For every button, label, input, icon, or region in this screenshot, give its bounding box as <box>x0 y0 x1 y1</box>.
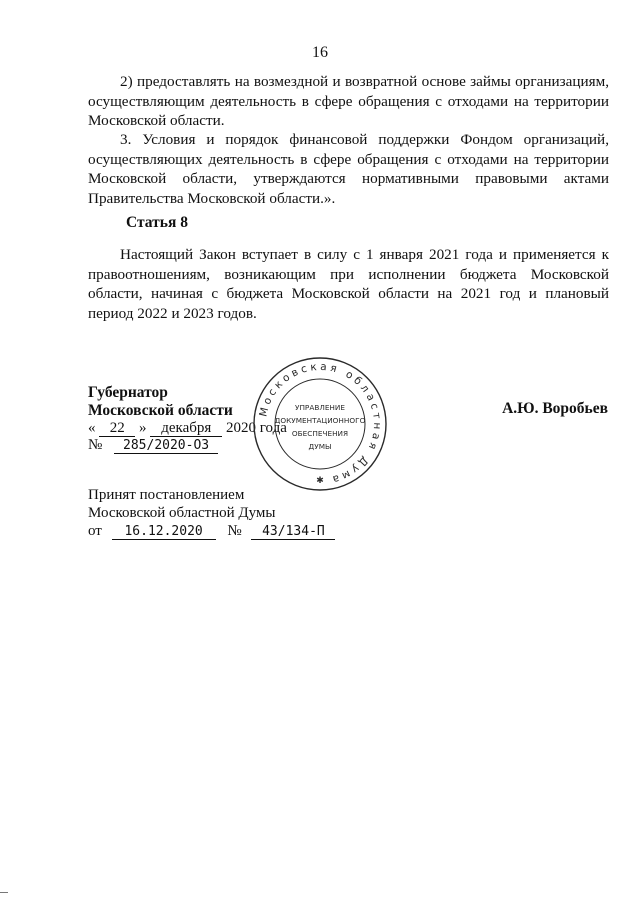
svg-text:✱: ✱ <box>316 476 324 486</box>
stamp-line-1: УПРАВЛЕНИЕ <box>295 403 345 412</box>
signatory-name: А.Ю. Воробьев <box>502 400 608 417</box>
paragraph-article-8: Настоящий Закон вступает в силу с 1 января 2021 года и применяется к правоотношениям, возникающим при исполнении бюджета Московской области, начиная с бюджета Московской области на 2021 год и плановый период 2022 и 2023 годов. <box>88 246 609 322</box>
law-day: 22 <box>99 421 135 437</box>
adoption-line-2: Московской областной Думы <box>88 505 276 521</box>
law-number: 285/2020-ОЗ <box>114 438 218 454</box>
stamp-line-2: ДОКУМЕНТАЦИОННОГО <box>274 416 366 425</box>
paragraph-item-2: 2) предоставлять на возмездной и возвратной основе займы организациям, осуществляющим деятельность в сфере обращения с отходами на территории Московской области. <box>88 73 609 129</box>
adoption-date-line <box>88 522 335 541</box>
scan-edge-mark <box>0 892 8 893</box>
adoption-date-prefix: от <box>88 523 102 539</box>
law-month: декабря <box>150 421 222 437</box>
stamp-line-4: ДУМЫ <box>308 442 332 451</box>
quote-close: » <box>139 420 147 436</box>
official-stamp <box>250 354 390 494</box>
law-number-prefix: № <box>88 437 103 453</box>
adoption-date: 16.12.2020 <box>112 524 216 540</box>
adoption-number: 43/134-П <box>251 524 335 540</box>
paragraph-item-3: 3. Условия и порядок финансовой поддержки Фондом организаций, осуществляющих деятельность в сфере обращения с отходами на территории Московской области, утверждаются нормативными правовыми актами Правительства Московской области.». <box>88 131 609 207</box>
law-number-line <box>88 436 218 455</box>
page-number: 16 <box>312 44 328 61</box>
adoption-number-prefix: № <box>227 523 242 539</box>
stamp-ring-text: Московская областная Дума <box>257 360 384 487</box>
stamp-line-3: ОБЕСПЕЧЕНИЯ <box>291 429 349 438</box>
adoption-line-1: Принят постановлением <box>88 487 245 503</box>
law-year: 2020 года <box>226 420 287 436</box>
signatory-region: Московской области <box>88 402 233 419</box>
quote-open: « <box>88 420 96 436</box>
signatory-title: Губернатор <box>88 384 168 401</box>
article-heading: Статья 8 <box>126 214 188 231</box>
